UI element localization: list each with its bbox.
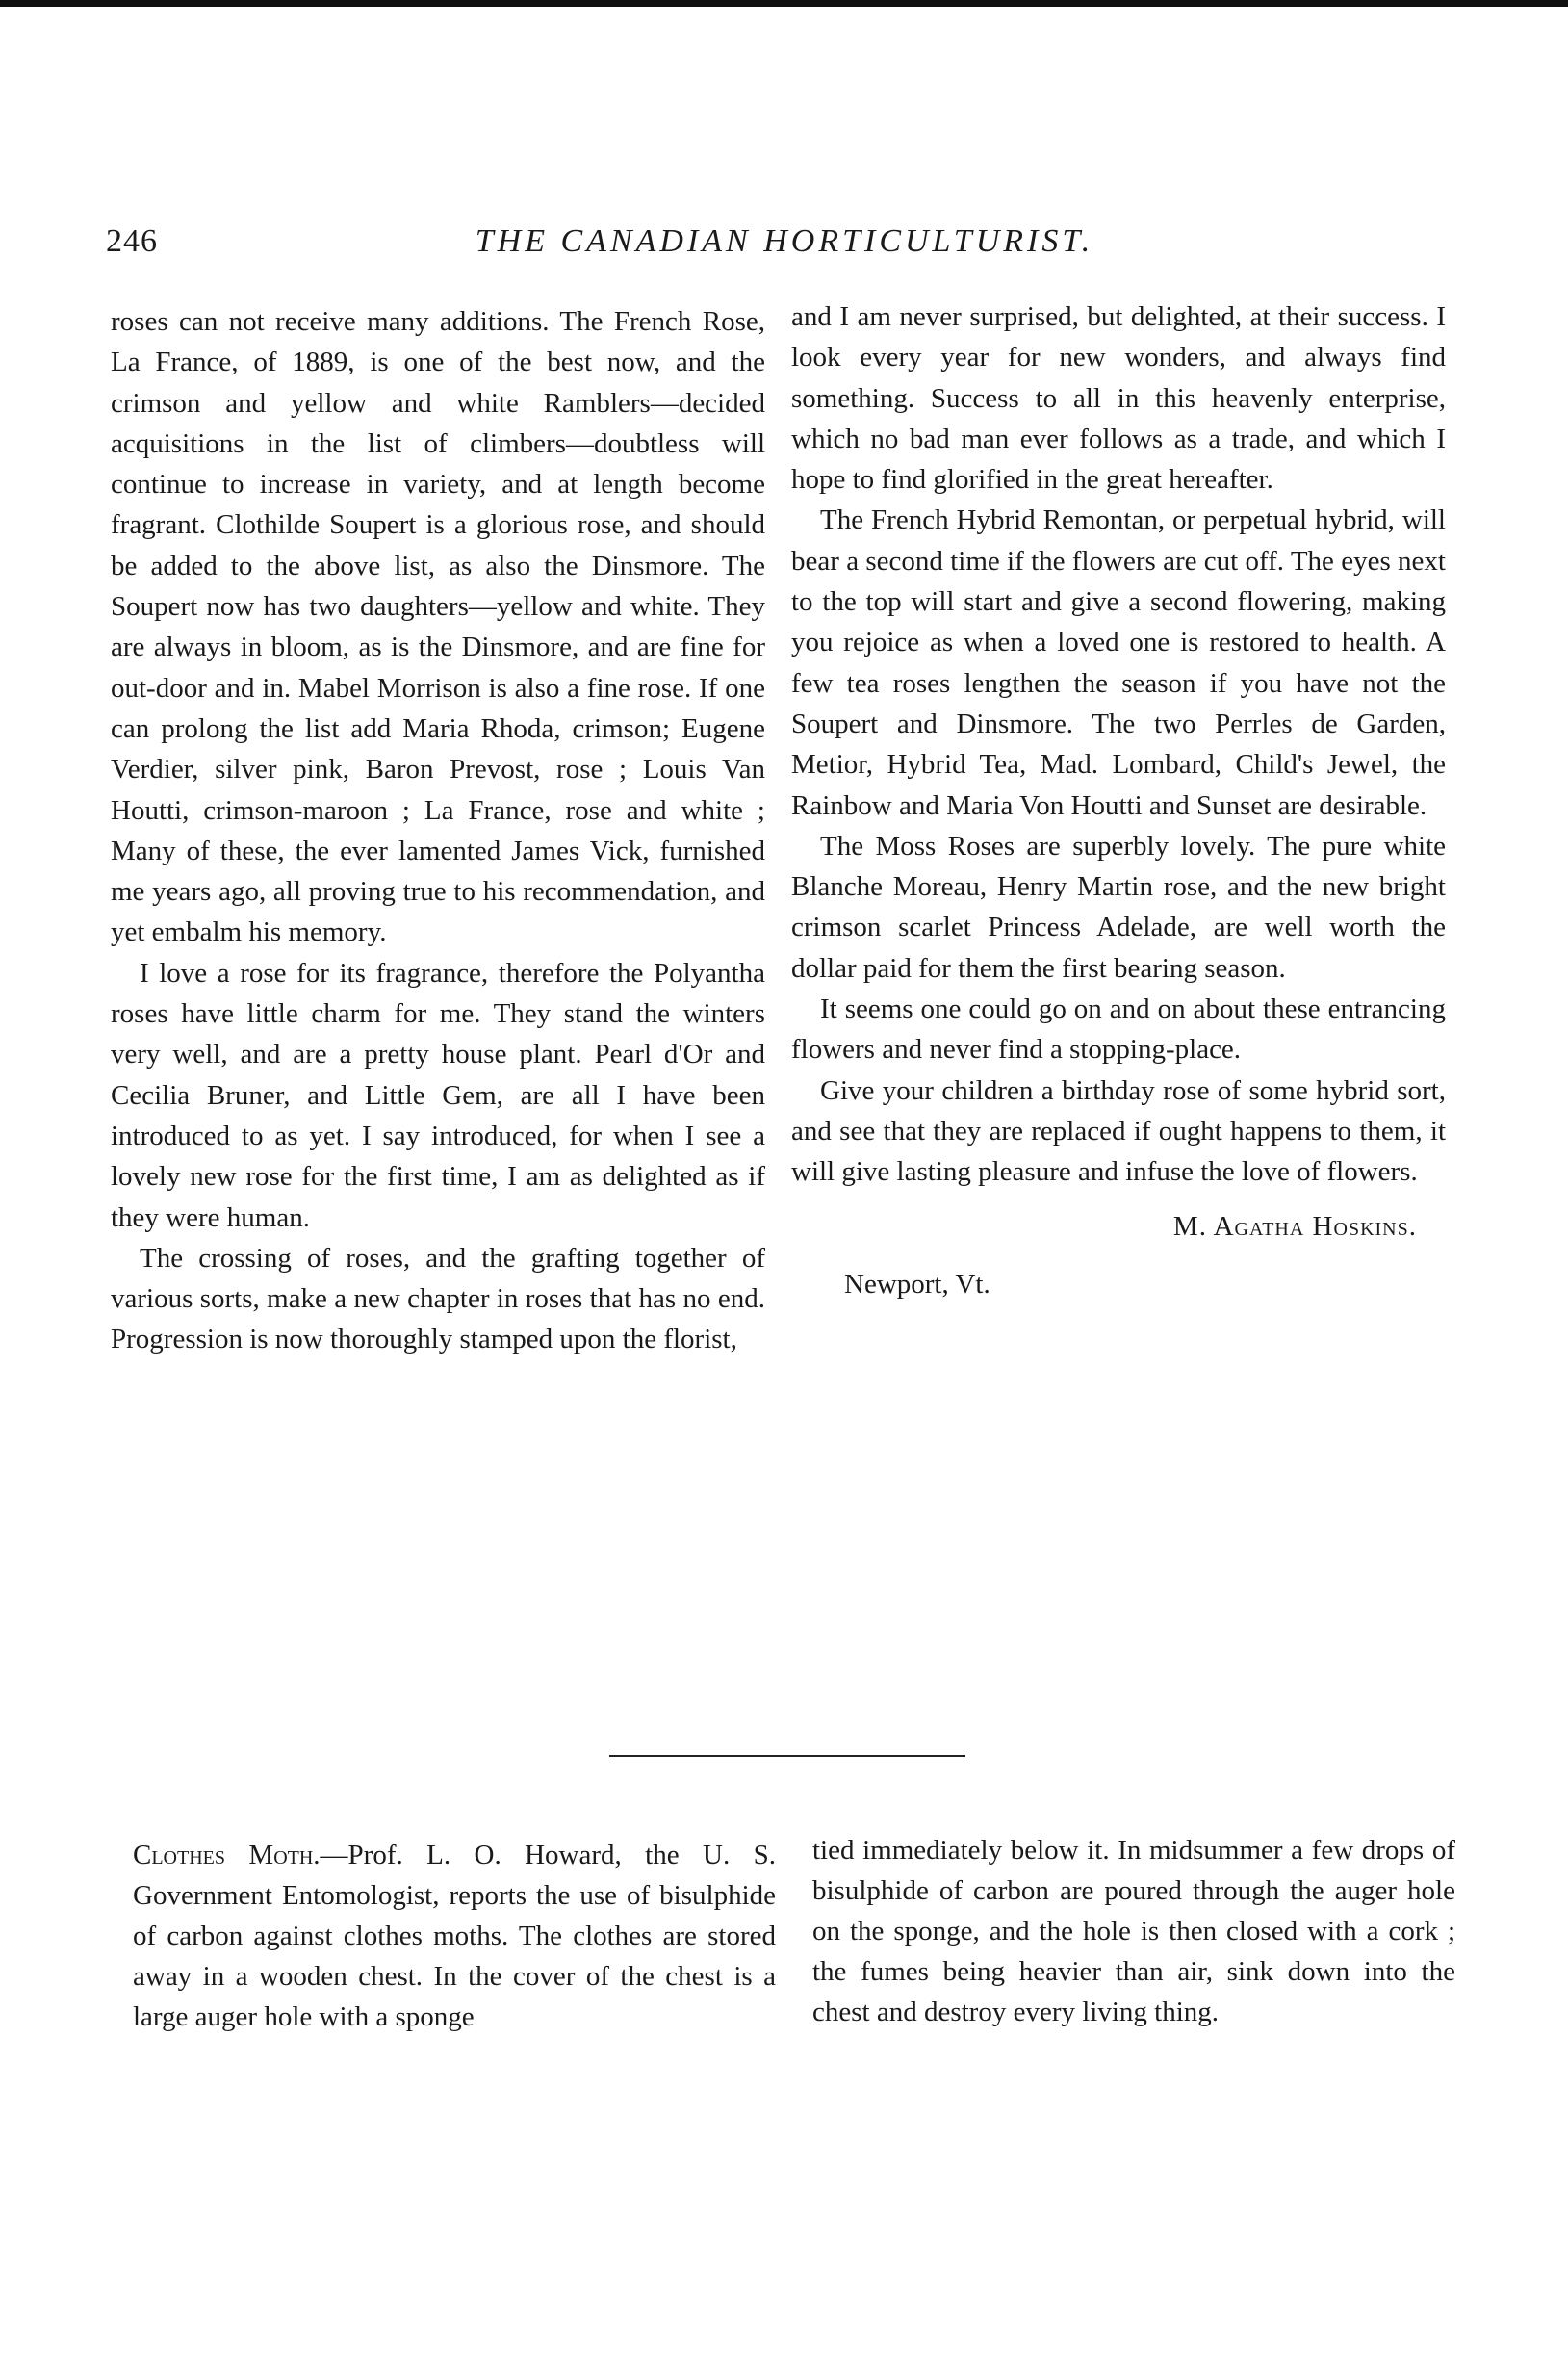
page-header bbox=[106, 223, 1463, 271]
running-title: THE CANADIAN HORTICULTURIST. bbox=[475, 223, 1094, 259]
paragraph: The French Hybrid Remontan, or perpetual hybrid, will bear a second time if the flowers are cut off. The eyes next to the top will start and give a second flowering, making you rejoice as when a loved one is restored to health. A few tea roses lengthen the season if you have not the Soupert and Dinsmore. The two Perrles de Garden, Metior, Hybrid Tea, Mad. Lombard, Child's Jewel, the Rainbow and Maria Von Houtti and Sunset are desirable. bbox=[791, 504, 1446, 821]
section-divider bbox=[609, 1755, 965, 1757]
note-text: —Prof. L. O. Howard, the U. S. Government Entomologist, reports the use of bisulphide of carbon against clothes moths. The clothes are stored away in a wooden chest. In the cover of the chest is a large auger hole with a sponge bbox=[133, 1840, 776, 2032]
paragraph: roses can not receive many additions. The French Rose, La France, of 1889, is one of the best now, and the crimson and yellow and white Ramblers—decided acquisitions in the list of climbers—doubtless will continue to increase in variety, and at length become fragrant. Clothilde Soupert is a glorious rose, and should be added to the above list, as also the Dinsmore. The Soupert now has two daughters—yellow and white. They are always in bloom, as is the Dinsmore, and are fine for out-door and in. Mabel Morrison is also a fine rose. If one can prolong the list add Maria Rhoda, crimson; Eugene Verdier, silver pink, Baron Prevost, rose ; Louis Van Houtti, crimson-maroon ; La France, rose and white ; Many of these, the ever lamented James Vick, furnished me years ago, all proving true to his recommendation, and yet embalm his memory. bbox=[111, 306, 765, 948]
note-left-column bbox=[133, 1835, 776, 2037]
paragraph: The Moss Roses are superbly lovely. The pure white Blanche Moreau, Henry Martin rose, and the new bright crimson scarlet Princess Adelade, are well worth the dollar paid for them the first bearing season. bbox=[791, 830, 1446, 984]
article-right-column bbox=[791, 297, 1446, 1304]
author-signature: M. Agatha Hoskins. bbox=[1172, 1210, 1417, 1242]
note-right-column bbox=[812, 1830, 1455, 2032]
note-text: tied immediately below it. In midsummer a few drops of bisulphide of carbon are poured through the auger hole on the sponge, and the hole is then closed with a cork ; the fumes being heavier than air, sink down into the chest and destroy every living thing. bbox=[812, 1835, 1455, 2027]
page-top-edge bbox=[0, 0, 1568, 7]
paragraph: The crossing of roses, and the grafting together of various sorts, make a new chapter in roses that has no end. Progression is now thoroughly stamped upon the florist, bbox=[111, 1242, 765, 1355]
note-title: Clothes Moth. bbox=[133, 1840, 321, 1870]
author-place: Newport, Vt. bbox=[844, 1268, 990, 1300]
paragraph: It seems one could go on and on about these entrancing flowers and never find a stopping-place. bbox=[791, 993, 1446, 1066]
article-left-column bbox=[111, 301, 765, 1360]
paragraph: Give your children a birthday rose of some hybrid sort, and see that they are replaced if ought happens to them, it will give lasting pleasure and infuse the love of flowers. bbox=[791, 1074, 1446, 1188]
paragraph: I love a rose for its fragrance, therefore the Polyantha roses have little charm for me. They stand the winters very well, and are a pretty house plant. Pearl d'Or and Cecilia Bruner, and Little Gem, are all I have been introduced to as yet. I say introduced, for when I see a lovely new rose for the first time, I am as delighted as if they were human. bbox=[111, 957, 765, 1233]
paragraph: and I am never surprised, but delighted, at their success. I look every year for new wonders, and always find something. Success to all in this heavenly enterprise, which no bad man ever follows as a trade, and which I hope to find glorified in the great hereafter. bbox=[791, 301, 1446, 496]
page-number: 246 bbox=[106, 223, 158, 259]
